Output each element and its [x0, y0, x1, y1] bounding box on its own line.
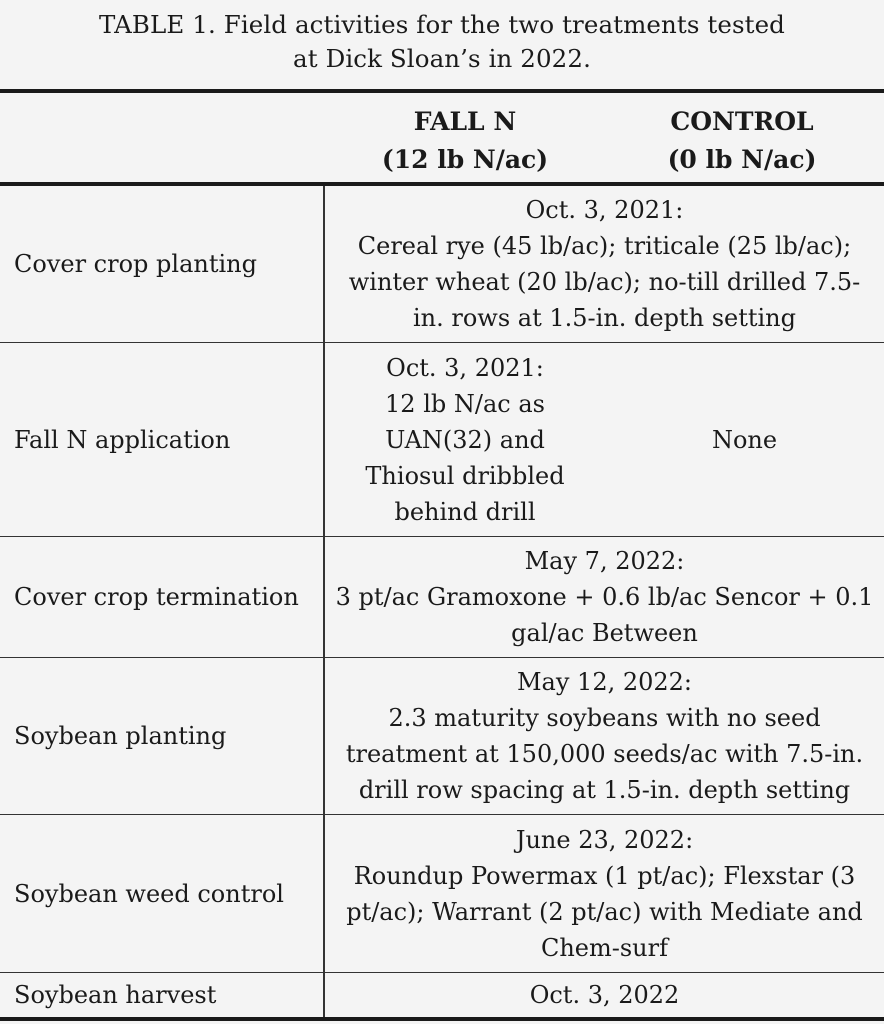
cell-line: Thiosul dribbled — [365, 461, 565, 490]
bottom-rule — [0, 1017, 884, 1021]
row-label: Fall N application — [14, 425, 231, 454]
shared-cell — [325, 658, 884, 814]
row-label: Soybean planting — [14, 722, 227, 750]
cell-line: 2.3 maturity soybeans with no seed — [388, 704, 821, 732]
cell-line: Oct. 3, 2021: — [386, 353, 544, 382]
cell-line: behind drill — [394, 497, 536, 526]
cell-line: Chem-surf — [540, 933, 668, 962]
cell-line: None — [711, 425, 778, 454]
fall-n-header-line-1: FALL N — [413, 107, 517, 136]
control-header-line-2: (0 lb N/ac) — [667, 145, 817, 174]
column-header-fall-n — [330, 103, 600, 179]
shared-cell — [325, 815, 884, 972]
control-cell — [605, 343, 884, 536]
table-row-soybean-harvest — [0, 973, 884, 1017]
cell-line: May 7, 2022: — [524, 547, 685, 575]
cell-line: Roundup Powermax (1 pt/ac); Flexstar (3 — [353, 861, 856, 890]
fall-n-header-line-2: (12 lb N/ac) — [381, 145, 549, 174]
table-header-row — [0, 93, 884, 185]
shared-cell — [325, 537, 884, 657]
cell-line: winter wheat (20 lb/ac); no-till drilled 7.5- — [348, 268, 861, 296]
cell-line: Cereal rye (45 lb/ac); triticale (25 lb/ac); — [357, 232, 852, 260]
control-header-line-1: CONTROL — [670, 107, 814, 136]
cell-line: Oct. 3, 2022 — [529, 981, 680, 1009]
caption-line-2: at Dick Sloan’s in 2022. — [293, 44, 591, 73]
cell-line: May 12, 2022: — [516, 668, 693, 696]
row-label: Soybean weed control — [14, 879, 284, 908]
column-header-control — [600, 103, 884, 179]
table-row-fall-n-application — [0, 343, 884, 537]
fall-n-cell — [325, 343, 605, 536]
cell-line: Oct. 3, 2021: — [525, 196, 684, 224]
cell-line: 12 lb N/ac as — [385, 389, 545, 418]
cell-line: UAN(32) and — [385, 425, 545, 454]
shared-cell — [325, 973, 884, 1017]
cell-line: drill row spacing at 1.5-in. depth setting — [358, 776, 851, 804]
table-row-cover-crop-planting — [0, 186, 884, 343]
shared-cell — [325, 186, 884, 342]
cell-line: 3 pt/ac Gramoxone + 0.6 lb/ac Sencor + 0.1 — [335, 583, 874, 611]
cell-line: gal/ac Between — [511, 619, 698, 647]
cell-line: treatment at 150,000 seeds/ac with 7.5-in. — [345, 740, 864, 768]
table-row-cover-crop-termination — [0, 537, 884, 658]
table-row-soybean-planting — [0, 658, 884, 815]
caption-line-1: TABLE 1. Field activities for the two treatments tested — [99, 10, 785, 39]
row-label: Soybean harvest — [14, 981, 217, 1009]
cell-line: June 23, 2022: — [515, 825, 694, 854]
row-label: Cover crop planting — [14, 250, 257, 278]
row-label: Cover crop termination — [14, 583, 299, 611]
cell-line: pt/ac); Warrant (2 pt/ac) with Mediate and — [346, 897, 863, 926]
table-row-soybean-weed-control — [0, 815, 884, 973]
table-caption — [0, 8, 884, 76]
cell-line: in. rows at 1.5-in. depth setting — [412, 304, 796, 332]
